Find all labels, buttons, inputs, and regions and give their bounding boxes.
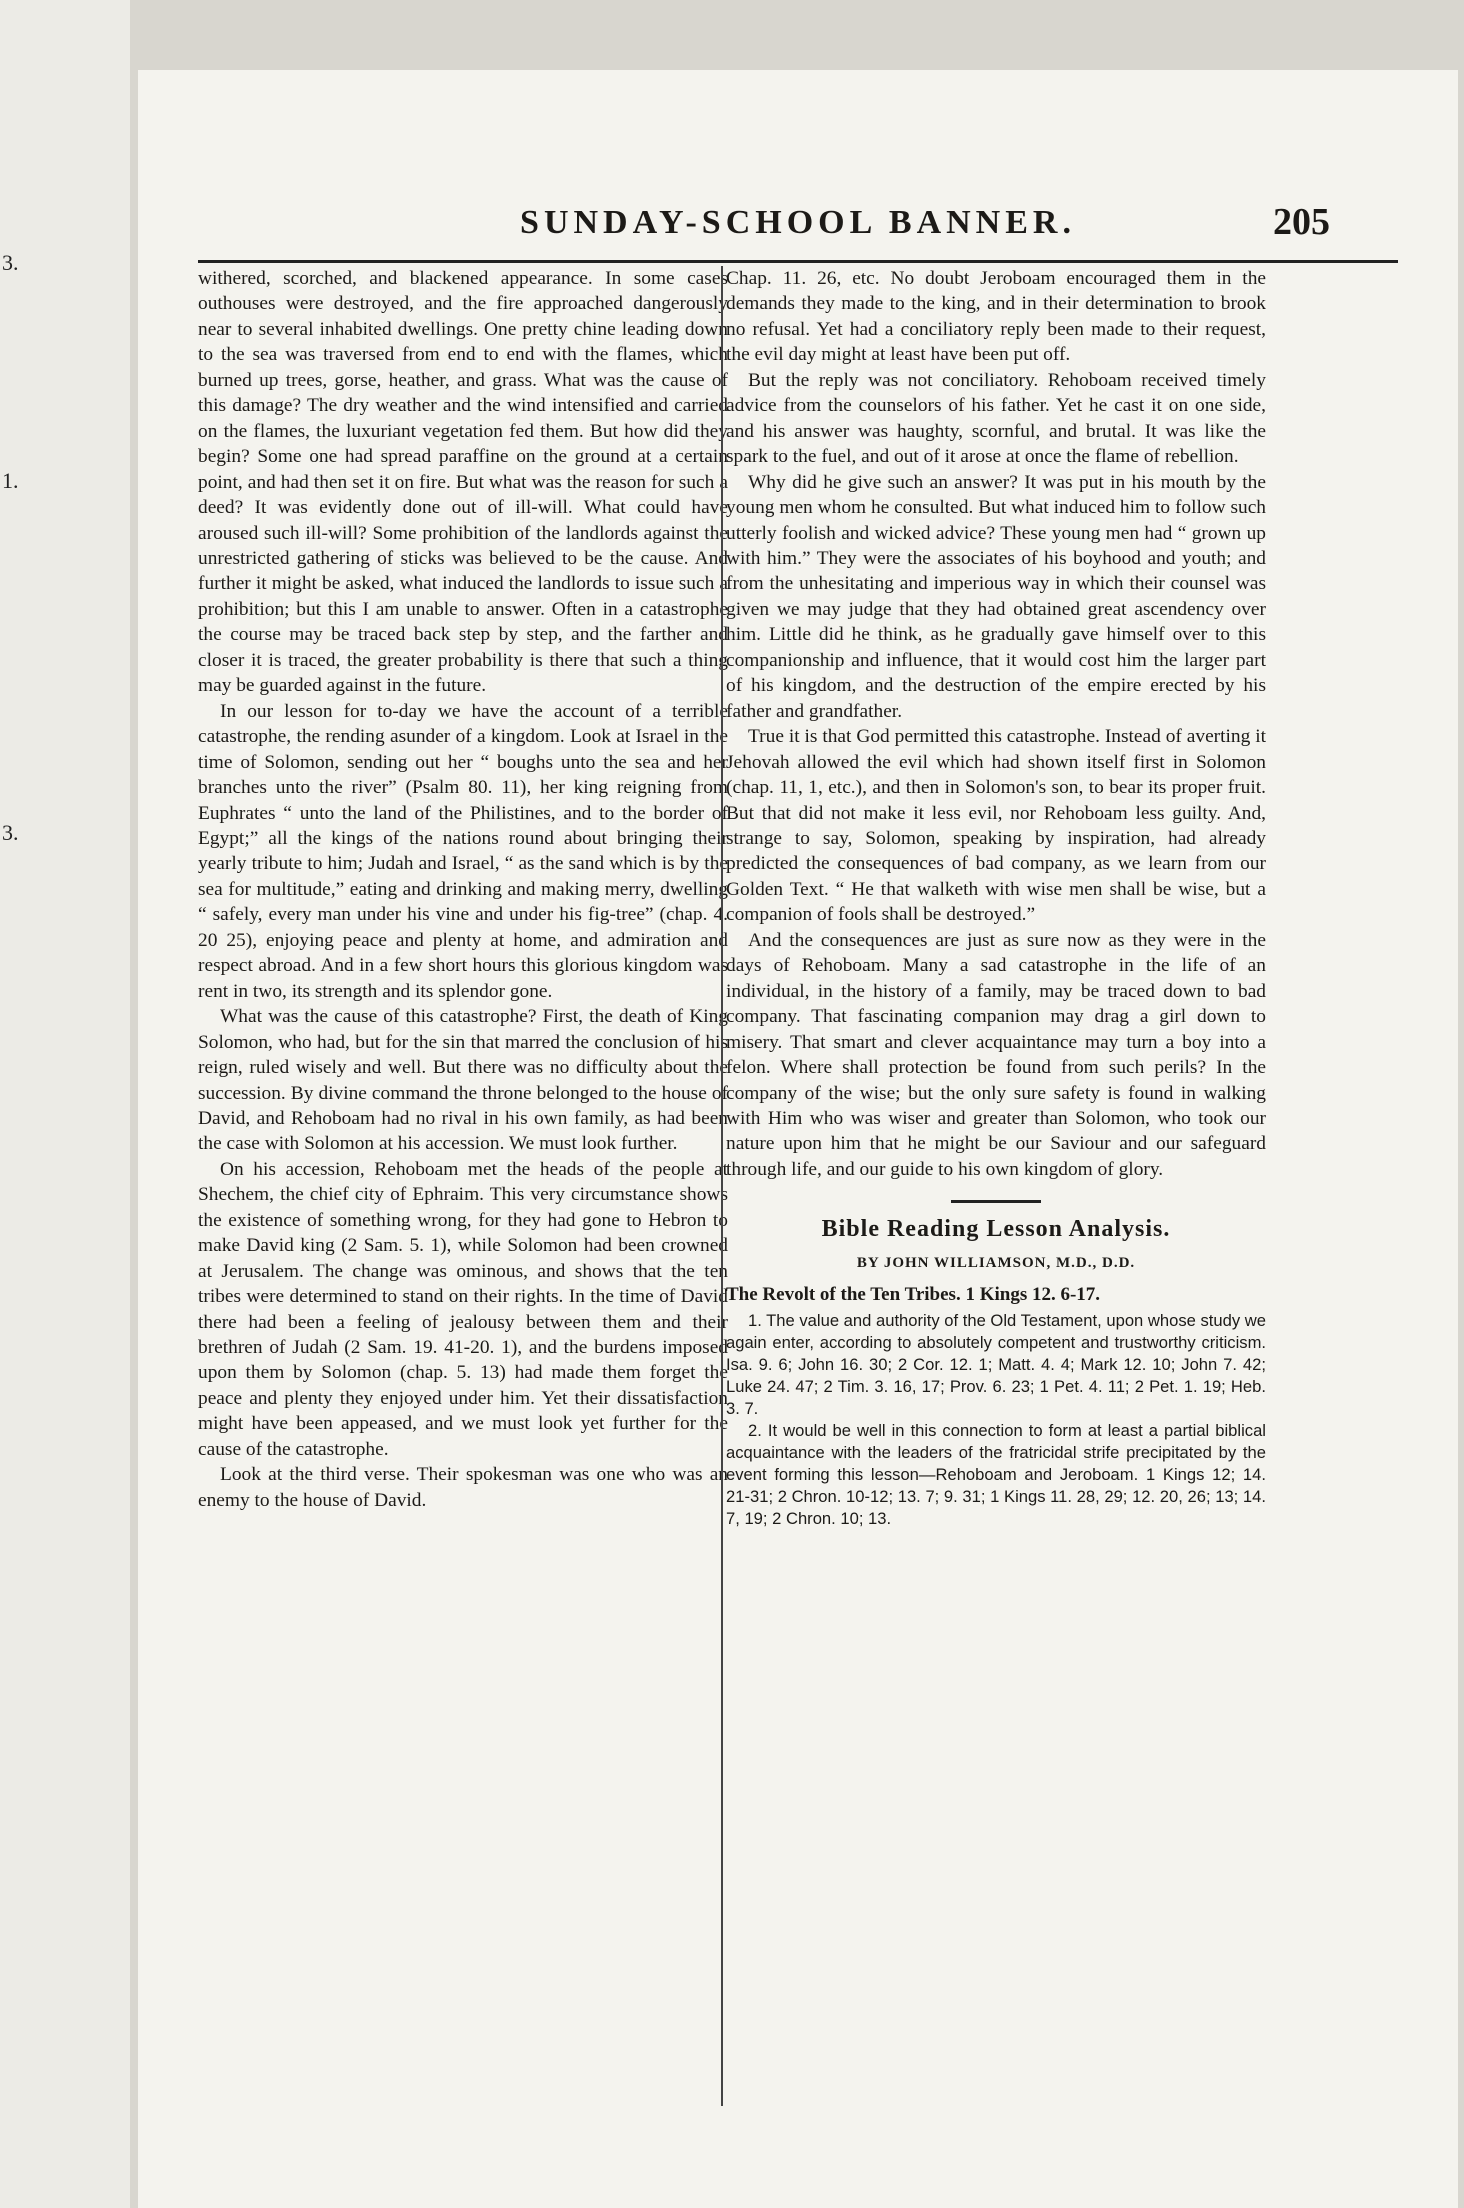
analysis-item: 1. The value and authority of the Old Testament, upon whose study we again enter, according to absolutely competent and trustworthy criticism. Isa. 9. 6; John 16. 30; 2 Cor. 12. 1; Matt. 4. 4; Mark 12. 10; John 7. 42; Luke 24. 47; 2 Tim. 3. 16, 17; Prov. 6. 23; 1 Pet. 4. 11; 2 Pet. 1. 19; Heb. 3. 7.: [726, 1310, 1266, 1418]
paragraph: Look at the third verse. Their spokesman was one who was an enemy to the house of David.: [198, 1464, 728, 1511]
left-column: [198, 266, 728, 2126]
section-separator: [951, 1200, 1041, 1203]
analysis-title: Bible Reading Lesson Analysis.: [821, 1216, 1171, 1243]
page-header: [138, 198, 1458, 258]
paragraph: Why did he give such an answer? It was put in his mouth by the young men whom he consulted. But what induced him to follow such utterly foolish and wicked advice? These young men had “ grown up with him.” They were the associates of his boyhood and youth; and from the unhesitating and imperious way in which their counsel was given we may judge that they had obtained great ascendency over him. Little did he think, as he gradually gave himself over to this companionship and influence, that it would cost him the larger part of his kingdom, and the destruction of the empire erected by his father and grandfather.: [726, 471, 1266, 722]
paragraph: On his accession, Rehoboam met the heads of the people at Shechem, the chief city of Ephraim. This very circumstance shows the existence of something wrong, for they had gone to Hebron to make David king (2 Sam. 5. 1), while Solomon had been crowned at Jerusalem. The change was ominous, and shows that the ten tribes were determined to stand on their rights. In the time of David there had been a feeling of jealousy between them and their brethren of Judah (2 Sam. 19. 41-20. 1), and the burdens imposed upon them by Solomon (chap. 5. 13) had made them forget the peace and plenty they enjoyed under him. Yet their dissatisfaction might have been appeased, and we must look yet further for the cause of the catastrophe.: [198, 1158, 728, 1460]
paragraph: And the consequences are just as sure now as they were in the days of Rehoboam. Many a sad catastrophe in the life of an individual, in the history of a family, may be traced down to bad company. That fascinating companion may drag a girl down to misery. That smart and clever acquaintance may turn a boy into a felon. Where shall protection be found from such perils? In the company of the wise; but the only sure safety is found in walking with Him who was wiser and greater than Solomon, who took our nature upon him that he might be our Saviour and our safeguard through life, and our guide to his own kingdom of glory.: [726, 929, 1266, 1180]
column-divider: [721, 266, 723, 2106]
margin-mark: 3.: [2, 250, 19, 275]
margin-mark: 3.: [2, 820, 19, 845]
paragraph: True it is that God permitted this catastrophe. Instead of averting it Jehovah allowed the evil which had shown itself first in Solomon (chap. 11, 1, etc.), and then in Solomon's son, to bear its proper fruit. But that did not make it less evil, nor Rehoboam less guilty. And, strange to say, Solomon, speaking by inspiration, had already predicted the consequences of bad company, as we learn from our Golden Text. “ He that walketh with wise men shall be wise, but a companion of fools shall be destroyed.”: [726, 726, 1266, 926]
paragraph: But the reply was not conciliatory. Rehoboam received timely advice from the counselors of his father. Yet he cast it on one side, and his answer was haughty, scornful, and brutal. It was like the spark to the fuel, and out of it arose at once the flame of rebellion.: [726, 369, 1266, 468]
header-rule: [198, 260, 1398, 263]
running-title: SUNDAY-SCHOOL BANNER.: [520, 204, 1076, 241]
paragraph: What was the cause of this catastrophe? First, the death of King Solomon, who had, but for the sin that marred the conclusion of his reign, ruled wisely and well. But there was no difficulty about the succession. By divine command the throne belonged to the house of David, and Rehoboam had no rival in his own family, as had been the case with Solomon at his accession. We must look further.: [198, 1006, 728, 1155]
margin-mark: 1.: [2, 468, 19, 493]
paragraph: withered, scorched, and blackened appearance. In some cases outhouses were destroyed, and the fire approached dangerously near to several inhabited dwellings. One pretty chine leading down to the sea was traversed from end to end with the flames, which burned up trees, gorse, heather, and grass. What was the cause of this damage? The dry weather and the wind intensified and carried on the flames, the luxuriant vegetation fed them. But how did they begin? Some one had spread paraffine on the ground at a certain point, and had then set it on fire. But what was the reason for such a deed? It was evidently done out of ill-will. What could have aroused such ill-will? Some prohibition of the landlords against the unrestricted gathering of sticks was believed to be the cause. And further it might be asked, what induced the landlords to issue such a prohibition; but this I am unable to answer. Often in a catastrophe the course may be traced back step by step, and the farther and closer it is traced, the greater probability is there that such a thing may be guarded against in the future.: [198, 268, 728, 697]
page-number: 205: [1273, 201, 1330, 243]
page: [138, 70, 1458, 2208]
paragraph: In our lesson for to-day we have the account of a terrible catastrophe, the rending asunder of a kingdom. Look at Israel in the time of Solomon, sending out her “ boughs unto the sea and her branches unto the river” (Psalm 80. 11), her king reigning from Euphrates “ unto the land of the Philistines, and to the border of Egypt;” all the kings of the nations round about bringing their yearly tribute to him; Judah and Israel, “ as the sand which is by the sea for multitude,” eating and drinking and making merry, dwelling “ safely, every man under his vine and under his fig-tree” (chap. 4. 20 25), enjoying peace and plenty at home, and admiration and respect abroad. And in a few short hours this glorious kingdom was rent in two, its strength and its splendor gone.: [198, 700, 728, 1002]
analysis-subtitle: The Revolt of the Ten Tribes. 1 Kings 12. 6-17.: [726, 1284, 1101, 1306]
analysis-item: 2. It would be well in this connection to form at least a partial biblical acquaintance with the leaders of the fratricidal strife precipitated by the event forming this lesson—Rehoboam and Jeroboam. 1 Kings 12; 14. 21-31; 2 Chron. 10-12; 13. 7; 9. 31; 1 Kings 11. 28, 29; 12. 20, 26; 13; 14. 7, 19; 2 Chron. 10; 13.: [726, 1420, 1266, 1528]
analysis-byline: BY JOHN WILLIAMSON, M.D., D.D.: [856, 1254, 1136, 1271]
paragraph: Chap. 11. 26, etc. No doubt Jeroboam encouraged them in the demands they made to the king, and in their determination to brook no refusal. Yet had a conciliatory reply been made to their request, the evil day might at least have been put off.: [726, 268, 1266, 366]
right-column: [726, 266, 1266, 2126]
adjacent-page-edge: [0, 0, 130, 2208]
